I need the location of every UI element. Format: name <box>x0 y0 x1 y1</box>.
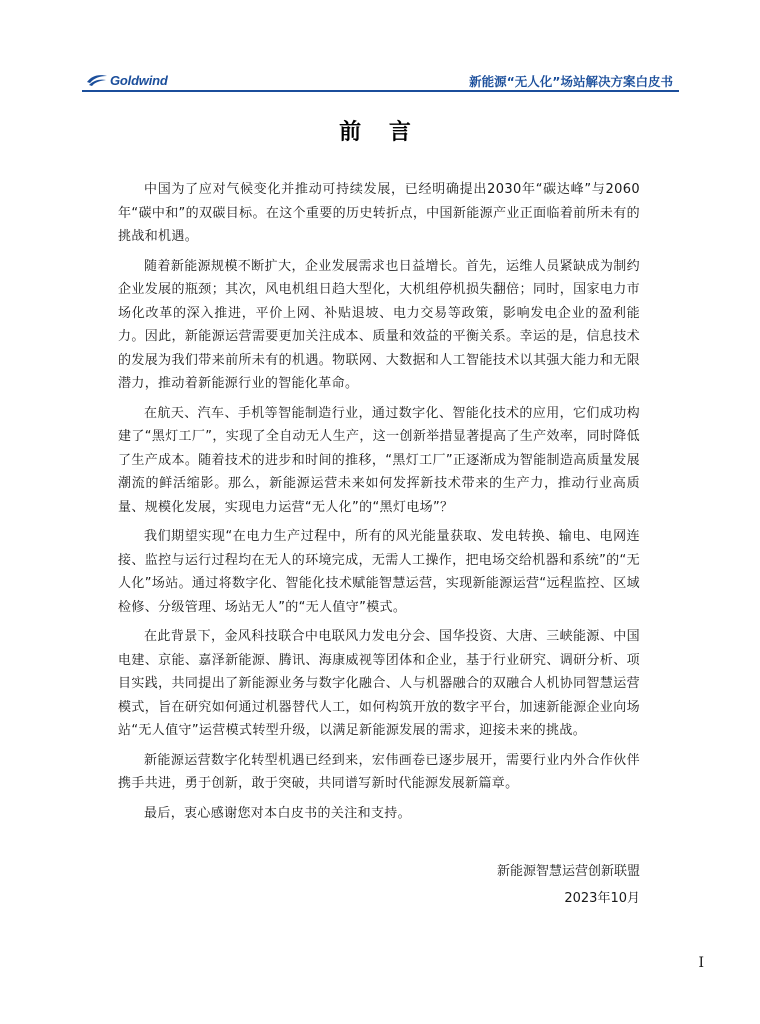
paragraph: 新能源运营数字化转型机遇已经到来，宏伟画卷已逐步展开，需要行业内外合作伙伴携手共进，勇于创新，敢于突破，共同谱写新时代能源发展新篇章。 <box>118 752 640 791</box>
goldwind-logo <box>86 71 168 89</box>
document-title: 新能源“无人化”场站解决方案白皮书 <box>469 74 673 89</box>
paragraph: 在此背景下，金风科技联合中电联风力发电分会、国华投资、大唐、三峡能源、中国电建、京能、嘉泽新能源、腾讯、海康威视等团体和企业，基于行业研究、调研分析、项目实践，共同提出了新能源业务与数字化融合、人与机器融合的双融合人机协同智慧运营模式，旨在研究如何通过机器替代人工，如何构筑开放的数字平台，加速新能源企业向场站“无人值守”运营模式转型升级，以满足新能源发展的需求，迎接未来的挑战。 <box>118 629 640 738</box>
paragraph: 中国为了应对气候变化并推动可持续发展，已经明确提出2030年“碳达峰”与2060年“碳中和”的双碳目标。在这个重要的历史转折点，中国新能源产业正面临着前所未有的挑战和机遇。 <box>118 182 640 244</box>
signature-organization: 新能源智慧运营创新联盟 <box>496 864 640 879</box>
goldwind-swoosh-icon <box>86 73 108 87</box>
logo-text: Goldwind <box>110 72 168 88</box>
header-divider <box>82 90 679 92</box>
page-title: 前 言 <box>339 119 421 145</box>
paragraph: 随着新能源规模不断扩大，企业发展需求也日益增长。首先，运维人员紧缺成为制约企业发展的瓶颈；其次，风电机组日趋大型化，大机组停机损失翻倍；同时，国家电力市场化改革的深入推进，平价上网、补贴退坡、电力交易等政策，影响发电企业的盈利能力。因此，新能源运营需要更加关注成本、质量和效益的平衡关系。幸运的是，信息技术的发展为我们带来前所未有的机遇。物联网、大数据和人工智能技术以其强大能力和无限潜力，推动着新能源行业的智能化革命。 <box>118 258 640 391</box>
preface-body <box>118 178 640 831</box>
paragraph: 最后，衷心感谢您对本白皮书的关注和支持。 <box>144 805 412 821</box>
page-header <box>82 68 679 92</box>
paragraph: 在航天、汽车、手机等智能制造行业，通过数字化、智能化技术的应用，它们成功构建了“黑灯工厂”，实现了全自动无人生产，这一创新举措显著提高了生产效率，同时降低了生产成本。随着技术的进步和时间的推移，“黑灯工厂”正逐渐成为智能制造高质量发展潮流的鲜活缩影。那么，新能源运营未来如何发挥新技术带来的生产力，推动行业高质量、规模化发展，实现电力运营“无人化”的“黑灯电场”？ <box>118 405 640 515</box>
page-number: I <box>698 955 704 971</box>
signature-date: 2023年10月 <box>564 891 640 906</box>
paragraph: 我们期望实现“在电力生产过程中，所有的风光能量获取、发电转换、输电、电网连接、监控与运行过程均在无人的环境完成，无需人工操作，把电场交给机器和系统”的“无人化”场站。通过将数字化、智能化技术赋能智慧运营，实现新能源运营“远程监控、区域检修、分级管理、场站无人”的“无人值守”模式。 <box>118 529 640 615</box>
